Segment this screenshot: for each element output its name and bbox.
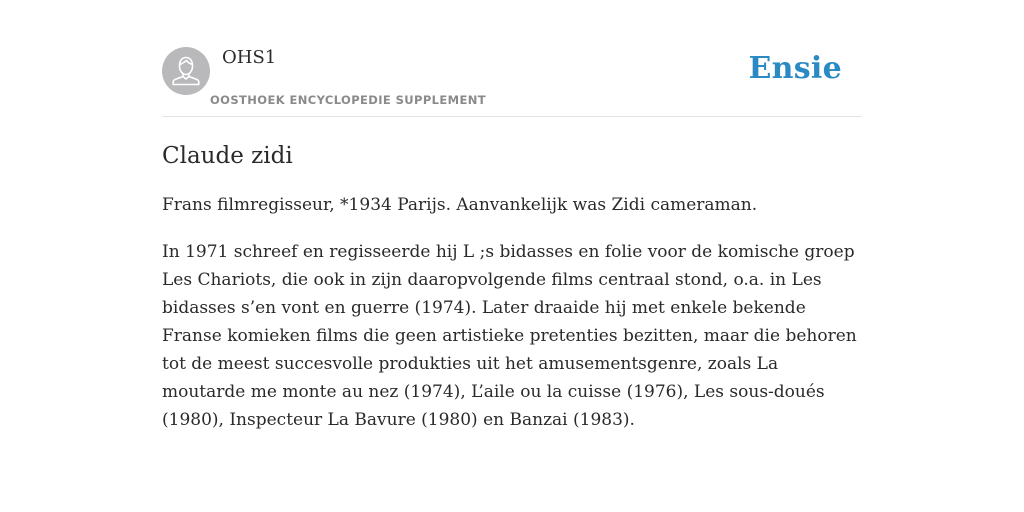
article-header <box>162 40 862 117</box>
avatar[interactable] <box>162 47 210 95</box>
author-name[interactable]: OHS1 <box>222 47 277 68</box>
user-silhouette-icon <box>162 47 210 95</box>
source-label[interactable]: OOSTHOEK ENCYCLOPEDIE SUPPLEMENT <box>210 93 487 107</box>
article-body <box>162 191 862 434</box>
article-paragraph: In 1971 schreef en regisseerde hij L ;s bidasses en folie voor de komische groep Les Chariots, die ook in zijn daaropvolgende films centraal stond, o.a. in Les bidasses s’en vont en guerre (1974). Later draaide hij met enkele bekende Franse komieken films die geen artistieke pretenties bezitten, maar die behoren tot de meest succesvolle produkties uit het amusementsgenre, zoals La moutarde me monte au nez (1974), L’aile ou la cuisse (1976), Les sous-doués (1980), Inspecteur La Bavure (1980) en Banzai (1983). <box>162 242 857 430</box>
article-card <box>162 40 862 453</box>
article-title: Claude zidi <box>162 143 293 169</box>
article-paragraph: Frans filmregisseur, *1934 Parijs. Aanvankelijk was Zidi cameraman. <box>162 195 758 215</box>
brand-logo[interactable]: Ensie <box>748 51 842 86</box>
